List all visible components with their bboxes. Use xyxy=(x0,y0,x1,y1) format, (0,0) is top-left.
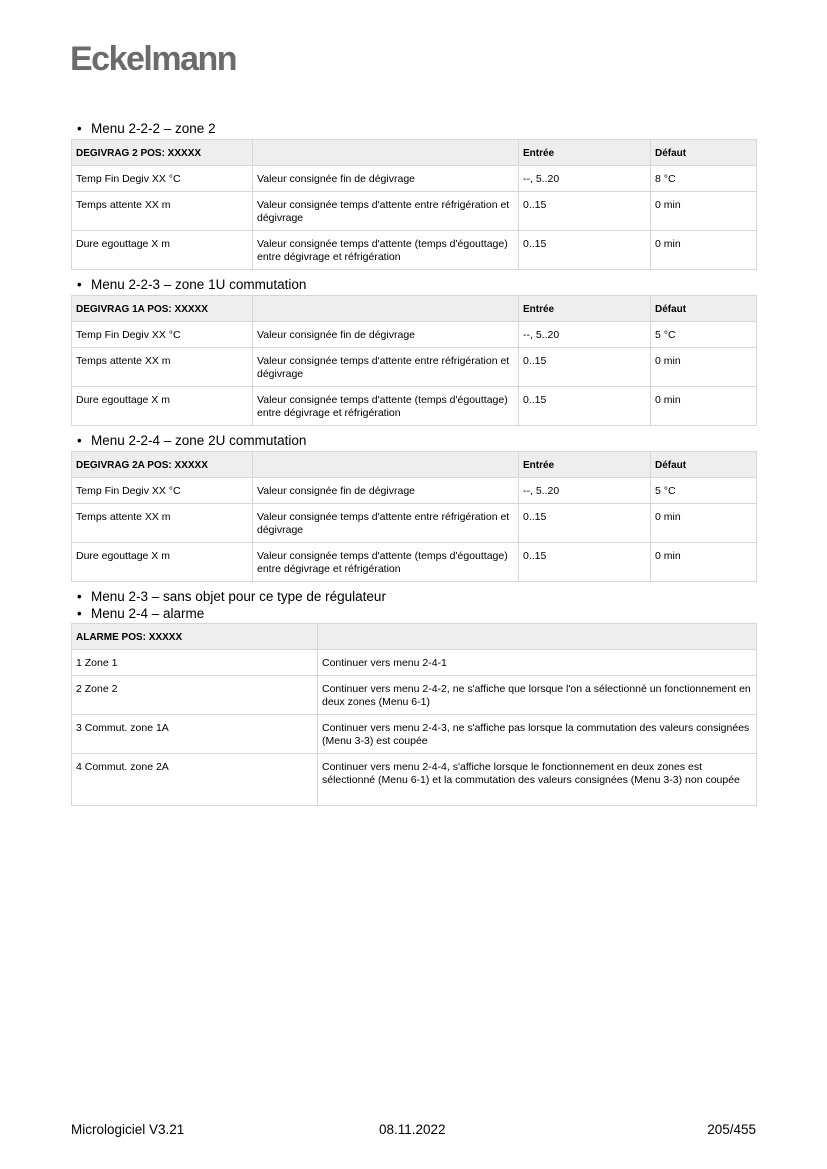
bullet-dot: • xyxy=(77,121,82,136)
header-cell: Entrée xyxy=(519,296,651,322)
header-cell xyxy=(253,140,519,166)
table-cell: 4 Commut. zone 2A xyxy=(72,754,318,806)
bullet-dot: • xyxy=(77,589,82,604)
header-cell: Défaut xyxy=(651,296,757,322)
table-row xyxy=(72,676,757,715)
table-cell: Continuer vers menu 2-4-3, ne s'affiche pas lorsque la commutation des valeurs consignées (Menu 3-3) est coupée xyxy=(318,715,757,754)
table-degivrag-1a xyxy=(71,295,757,426)
table-cell: Temps attente XX m xyxy=(72,348,253,387)
table-cell: --, 5..20 xyxy=(519,166,651,192)
bullet-text: Menu 2-2-4 – zone 2U commutation xyxy=(91,433,307,448)
section-bullet-menu-2-2-3 xyxy=(77,277,306,293)
table-cell: Temps attente XX m xyxy=(72,192,253,231)
section-bullet-menu-2-3 xyxy=(77,589,386,605)
table-cell: Valeur consignée fin de dégivrage xyxy=(253,478,519,504)
section-bullet-menu-2-2-2 xyxy=(77,121,216,137)
table-row xyxy=(72,478,757,504)
table-cell: 0..15 xyxy=(519,387,651,426)
bullet-dot: • xyxy=(77,277,82,292)
header-cell xyxy=(253,296,519,322)
bullet-dot: • xyxy=(77,606,82,621)
table-row xyxy=(72,348,757,387)
table-cell: 8 °C xyxy=(651,166,757,192)
table-cell: 0 min xyxy=(651,231,757,270)
table-cell: 3 Commut. zone 1A xyxy=(72,715,318,754)
table-cell: 0 min xyxy=(651,192,757,231)
table-row xyxy=(72,322,757,348)
section-bullet-menu-2-4 xyxy=(77,606,204,622)
table-cell: 5 °C xyxy=(651,322,757,348)
table-cell: 1 Zone 1 xyxy=(72,650,318,676)
table-cell: Valeur consignée temps d'attente entre réfrigération et dégivrage xyxy=(253,504,519,543)
header-cell: ALARME POS: XXXXX xyxy=(72,624,318,650)
table-cell: 0..15 xyxy=(519,348,651,387)
table-cell: Dure egouttage X m xyxy=(72,543,253,582)
table-row xyxy=(72,504,757,543)
table-degivrag-2 xyxy=(71,139,757,270)
table-cell: --, 5..20 xyxy=(519,478,651,504)
table-cell: 0..15 xyxy=(519,231,651,270)
table-cell: Dure egouttage X m xyxy=(72,231,253,270)
table-cell: 0 min xyxy=(651,348,757,387)
bullet-text: Menu 2-3 – sans objet pour ce type de régulateur xyxy=(91,589,386,604)
table-cell: Dure egouttage X m xyxy=(72,387,253,426)
table-cell: --, 5..20 xyxy=(519,322,651,348)
footer-date: 08.11.2022 xyxy=(379,1122,446,1137)
header-cell: DEGIVRAG 2A POS: XXXXX xyxy=(72,452,253,478)
table-cell: Continuer vers menu 2-4-1 xyxy=(318,650,757,676)
table-row xyxy=(72,543,757,582)
eckelmann-logo: Eckelmann xyxy=(70,40,237,78)
table-alarme xyxy=(71,623,757,806)
bullet-text: Menu 2-2-3 – zone 1U commutation xyxy=(91,277,307,292)
table-cell: Temp Fin Degiv XX °C xyxy=(72,322,253,348)
table-cell: Temps attente XX m xyxy=(72,504,253,543)
table-row xyxy=(72,754,757,806)
table-cell: 2 Zone 2 xyxy=(72,676,318,715)
header-cell: DEGIVRAG 1A POS: XXXXX xyxy=(72,296,253,322)
header-cell: Défaut xyxy=(651,140,757,166)
header-cell: Entrée xyxy=(519,452,651,478)
table-cell: Valeur consignée fin de dégivrage xyxy=(253,322,519,348)
header-cell: DEGIVRAG 2 POS: XXXXX xyxy=(72,140,253,166)
table-header-row xyxy=(72,296,757,322)
table-cell: Valeur consignée temps d'attente entre réfrigération et dégivrage xyxy=(253,348,519,387)
bullet-text: Menu 2-2-2 – zone 2 xyxy=(91,121,216,136)
table-cell: Temp Fin Degiv XX °C xyxy=(72,478,253,504)
table-cell: 0 min xyxy=(651,387,757,426)
header-cell xyxy=(318,624,757,650)
table-degivrag-2a xyxy=(71,451,757,582)
table-cell: Valeur consignée fin de dégivrage xyxy=(253,166,519,192)
table-row xyxy=(72,231,757,270)
table-cell: 0..15 xyxy=(519,543,651,582)
table-header-row xyxy=(72,140,757,166)
bullet-text: Menu 2-4 – alarme xyxy=(91,606,205,621)
section-bullet-menu-2-2-4 xyxy=(77,433,306,449)
header-cell: Entrée xyxy=(519,140,651,166)
table-row xyxy=(72,192,757,231)
table-cell: 0 min xyxy=(651,543,757,582)
table-header-row xyxy=(72,624,757,650)
header-cell: Défaut xyxy=(651,452,757,478)
table-row xyxy=(72,166,757,192)
footer-firmware-version: Micrologiciel V3.21 xyxy=(71,1122,185,1137)
table-cell: Continuer vers menu 2-4-4, s'affiche lorsque le fonctionnement en deux zones est sélectionné (Menu 6-1) et la commutation des valeurs consignées (Menu 3-3) non coupée xyxy=(318,754,757,806)
table-row xyxy=(72,387,757,426)
footer-page-number: 205/455 xyxy=(707,1122,756,1137)
table-cell: Valeur consignée temps d'attente (temps d'égouttage) entre dégivrage et réfrigération xyxy=(253,543,519,582)
bullet-dot: • xyxy=(77,433,82,448)
table-row xyxy=(72,715,757,754)
table-cell: Valeur consignée temps d'attente entre réfrigération et dégivrage xyxy=(253,192,519,231)
table-cell: 0 min xyxy=(651,504,757,543)
table-row xyxy=(72,650,757,676)
table-cell: 0..15 xyxy=(519,504,651,543)
header-cell xyxy=(253,452,519,478)
table-cell: 5 °C xyxy=(651,478,757,504)
table-cell: Temp Fin Degiv XX °C xyxy=(72,166,253,192)
table-cell: Continuer vers menu 2-4-2, ne s'affiche que lorsque l'on a sélectionné un fonctionnement en deux zones (Menu 6-1) xyxy=(318,676,757,715)
table-header-row xyxy=(72,452,757,478)
table-cell: Valeur consignée temps d'attente (temps d'égouttage) entre dégivrage et réfrigération xyxy=(253,387,519,426)
table-cell: 0..15 xyxy=(519,192,651,231)
table-cell: Valeur consignée temps d'attente (temps d'égouttage) entre dégivrage et réfrigération xyxy=(253,231,519,270)
